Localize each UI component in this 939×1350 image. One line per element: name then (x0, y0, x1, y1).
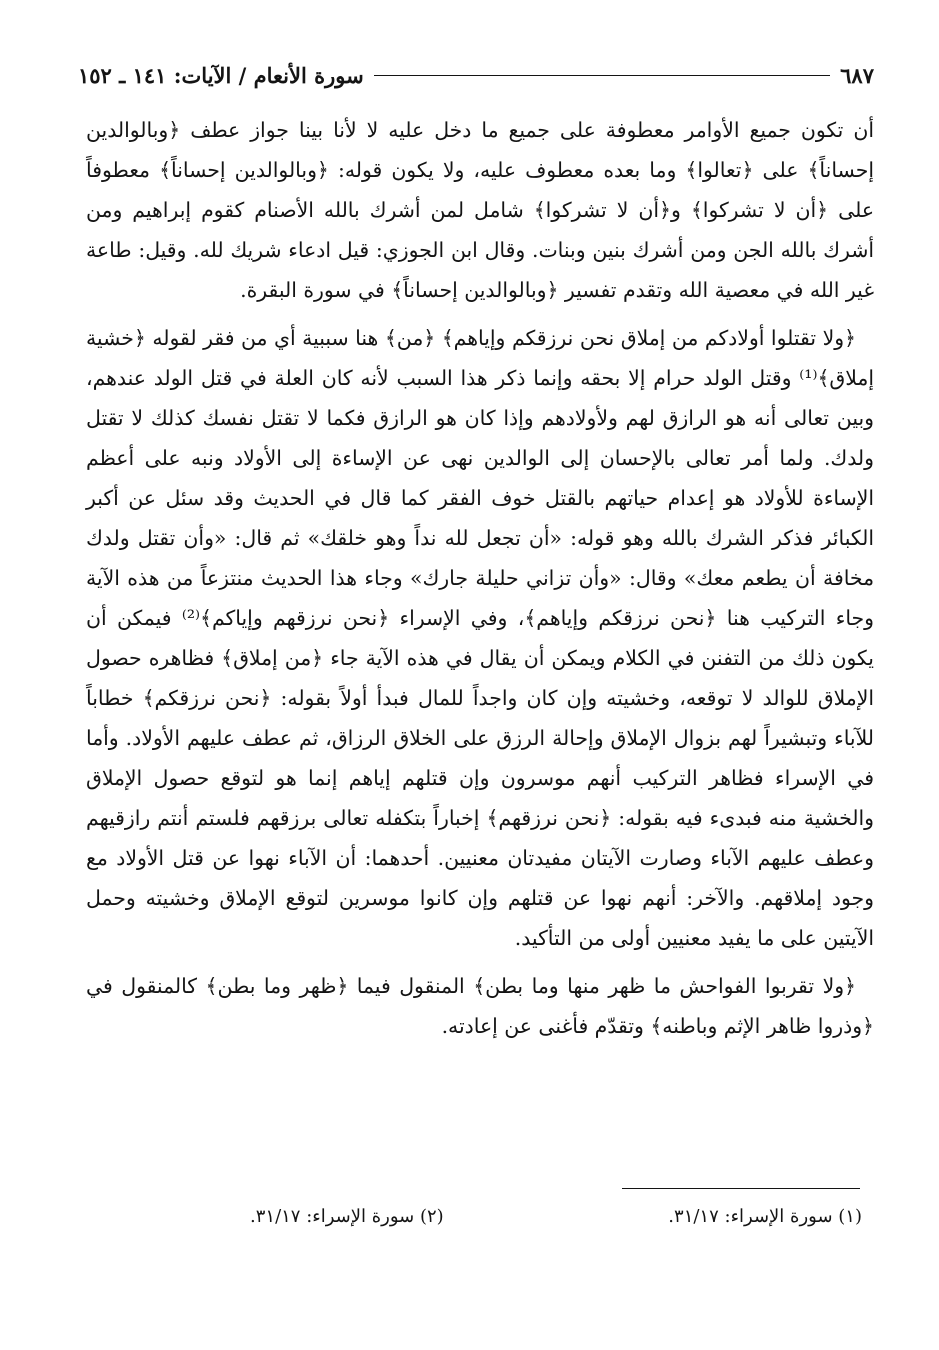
footnote-1: (١) سورة الإسراء: ٣١/١٧. (668, 1206, 862, 1227)
running-header (78, 58, 874, 92)
paragraph-2: ﴿ولا تقتلوا أولادكم من إملاق نحن نرزقكم وإياهم﴾ ﴿من﴾ هنا سببية أي من فقر لقوله ﴿خشية إملاق﴾⁽¹⁾ وقتل الولد حرام إلا بحقه وإنما ذكر هذا السبب لأنه كان العلة في قتل الولد عندهم، وبين تعالى أنه هو الرازق لهم ولأولادهم وإذا كان هو الرازق فكما لا تقتل نفسك كذلك لا تقتل ولدك. ولما أمر تعالى بالإحسان إلى الوالدين نهى عن الإساءة إلى الأولاد ونبه على أعظم الإساءة للأولاد هو إعدام حياتهم بالقتل خوف الفقر كما قال في الحديث وقد سئل عن أكبر الكبائر فذكر الشرك بالله وهو قوله: «أن تجعل لله نداً وهو خلقك» ثم قال: «وأن تقتل ولدك مخافة أن يطعم معك» وقال: «وأن تزاني حليلة جارك» وجاء هذا الحديث منتزعاً من هذه الآية وجاء التركيب هنا ﴿نحن نرزقكم وإياهم﴾، وفي الإسراء ﴿نحن نرزقهم وإياكم﴾⁽²⁾ فيمكن أن يكون ذلك من التفنن في الكلام ويمكن أن يقال في هذه الآية جاء ﴿من إملاق﴾ فظاهره حصول الإملاق للوالد لا توقعه، وخشيته وإن كان واجداً للمال فبدأ أولاً بقوله: ﴿نحن نرزقكم﴾ خطاباً للآباء وتبشيراً لهم بزوال الإملاق وإحالة الرزق على الخلاق الرزاق، ثم عطف عليهم الأولاد. وأما في الإسراء فظاهر التركيب أنهم موسرون وإن قتلهم إياهم إنما هو لتوقع حصول الإملاق والخشية منه فبدىء فيه بقوله: ﴿نحن نرزقهم﴾ إخباراً بتكفله تعالى برزقهم فلستم أنتم رازقيهم وعطف عليهم الآباء وصارت الآيتان مفيدتان معنيين. أحدهما: أن الآباء نهوا عن قتل الأولاد مع وجود إملاقهم. والآخر: أنهم نهوا عن قتلهم وإن كانوا موسرين لتوقع الإملاق وخشيته وحمل الآيتين على ما يفيد معنيين أولى من التأكيد. (86, 326, 874, 950)
paragraph-3: ﴿ولا تقربوا الفواحش ما ظهر منها وما بطن﴾ المنقول فيما ﴿ظهر وما بطن﴾ كالمنقول في ﴿وذروا ظاهر الإثم وباطنه﴾ وتقدّم فأغنى عن إعادته. (86, 974, 874, 1038)
main-text (86, 110, 874, 1054)
footnote-2: (٢) سورة الإسراء: ٣١/١٧. (250, 1206, 444, 1227)
surah-title: سورة الأنعام / الآيات: ١٤١ ـ ١٥٢ (78, 62, 364, 88)
footnote-rule (622, 1188, 860, 1189)
footnotes (250, 1206, 862, 1227)
page-number: ٦٨٧ (840, 62, 874, 88)
paragraph-1: أن تكون جميع الأوامر معطوفة على جميع ما دخل عليه لا لأنا بينا جواز عطف ﴿وبالوالدين إحساناً﴾ على ﴿تعالوا﴾ وما بعده معطوف عليه، ولا يكون قوله: ﴿وبالوالدين إحساناً﴾ معطوفاً على ﴿أن لا تشركوا﴾ و﴿أن لا تشركوا﴾ شامل لمن أشرك بالله الأصنام كقوم إبراهيم ومن أشرك بالله الجن ومن أشرك بنين وبنات. وقال ابن الجوزي: قيل ادعاء شريك لله. وقيل: طاعة غير الله في معصية الله وتقدم تفسير ﴿وبالوالدين إحساناً﴾ في سورة البقرة. (86, 118, 874, 302)
header-rule (374, 75, 830, 76)
